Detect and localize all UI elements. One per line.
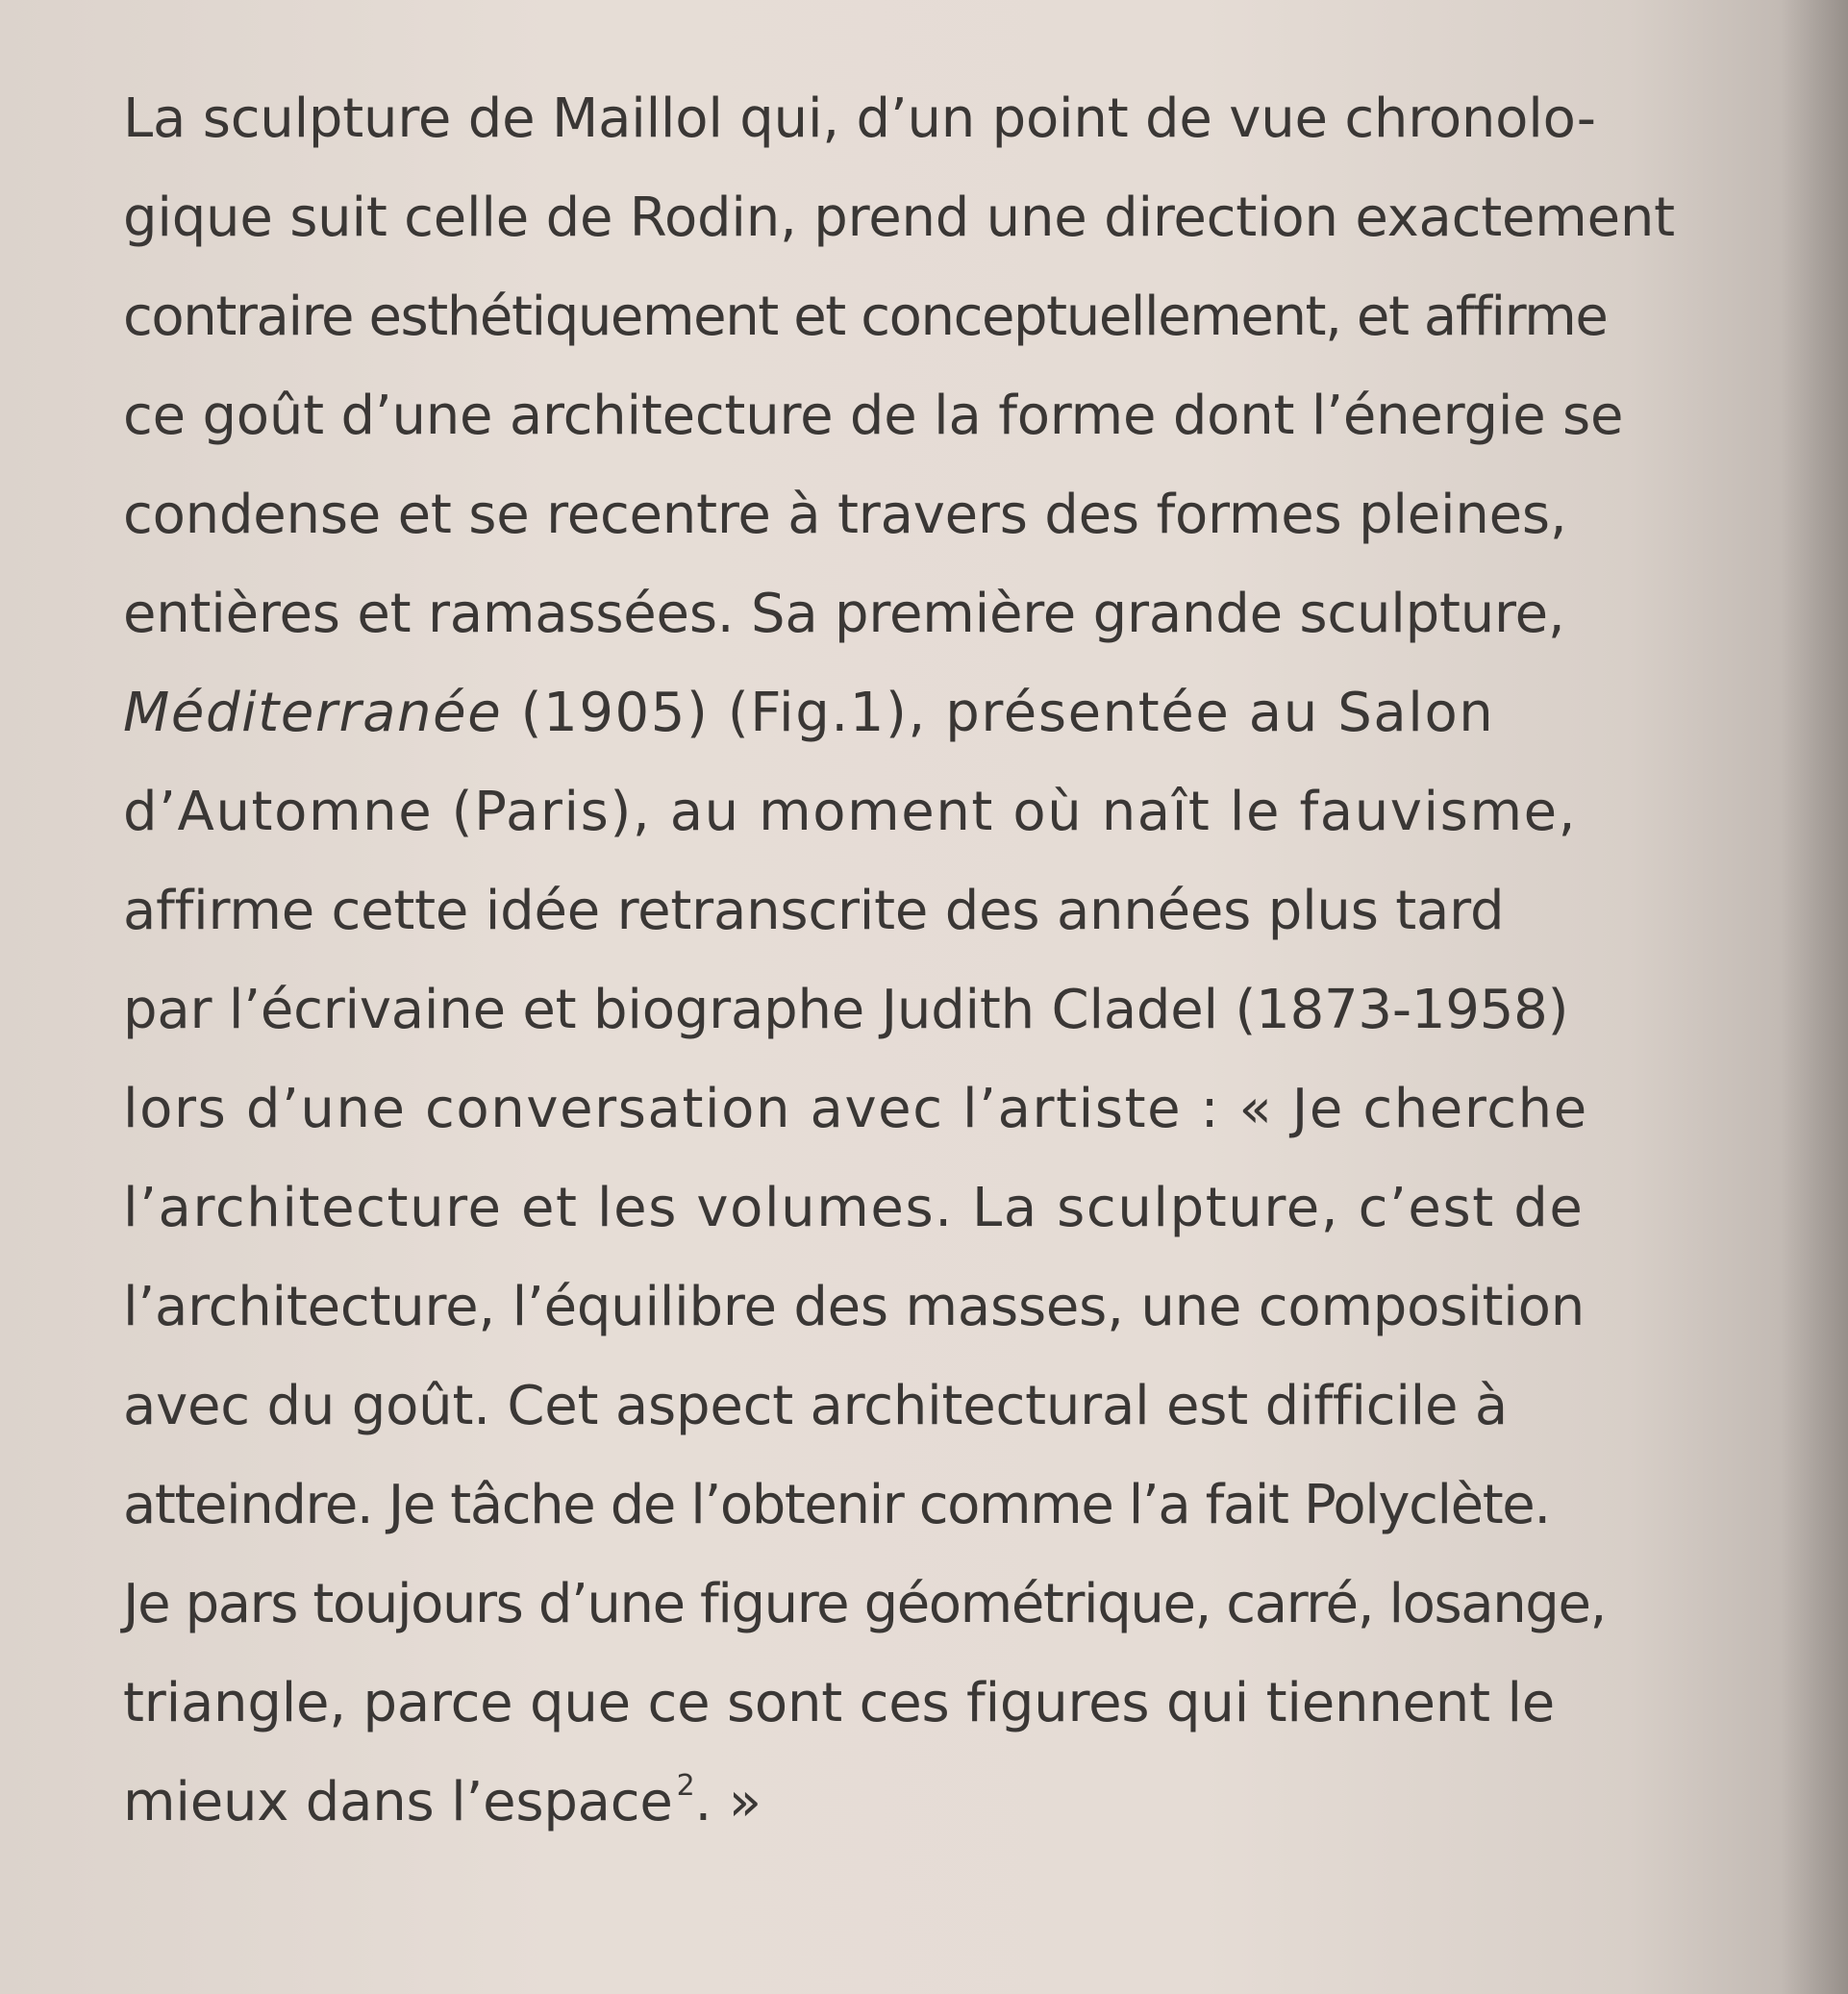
text-line — [123, 663, 1815, 762]
text-line-start: mieux dans l’espace — [123, 1771, 673, 1833]
text-line: entières et ramassées. Sa première grande sculpture, — [123, 583, 1565, 645]
text-line — [123, 1753, 1815, 1852]
text-line: d’Automne (Paris), au moment où naît le fauvisme, — [123, 781, 1578, 843]
text-line: lors d’une conversation avec l’artiste : « Je cherche — [123, 1078, 1588, 1140]
text-line-end: . » — [694, 1771, 762, 1833]
text-line: contraire esthétiquement et conceptuellement, et affirme — [123, 286, 1608, 348]
text-line: ce goût d’une architecture de la forme dont l’énergie se — [123, 385, 1624, 447]
text-line: avec du goût. Cet aspect architectural est difficile à — [123, 1375, 1509, 1437]
page-edge-shadow — [1781, 0, 1848, 1994]
text-line: par l’écrivaine et biographe Judith Cladel (1873-1958) — [123, 979, 1569, 1041]
text-line-rest: (1905) (Fig.1), présentée au Salon — [502, 682, 1495, 744]
text-line: triangle, parce que ce sont ces figures qui tiennent le — [123, 1672, 1556, 1734]
text-line: l’architecture, l’équilibre des masses, une composition — [123, 1276, 1586, 1338]
text-line: La sculpture de Maillol qui, d’un point de vue chronolo- — [123, 87, 1596, 150]
artwork-title: Méditerranée — [123, 682, 503, 744]
text-line: atteindre. Je tâche de l’obtenir comme l’a fait Polyclète. — [123, 1474, 1550, 1536]
text-line: l’architecture et les volumes. La sculpture, c’est de — [123, 1177, 1585, 1239]
footnote-marker: 2 — [676, 1769, 695, 1803]
body-paragraph — [123, 69, 1815, 1852]
text-line: Je pars toujours d’une figure géométrique, carré, losange, — [123, 1573, 1606, 1635]
text-line: affirme cette idée retranscrite des années plus tard — [123, 880, 1505, 942]
text-line: gique suit celle de Rodin, prend une direction exactement — [123, 187, 1675, 249]
text-line: condense et se recentre à travers des formes pleines, — [123, 484, 1567, 546]
